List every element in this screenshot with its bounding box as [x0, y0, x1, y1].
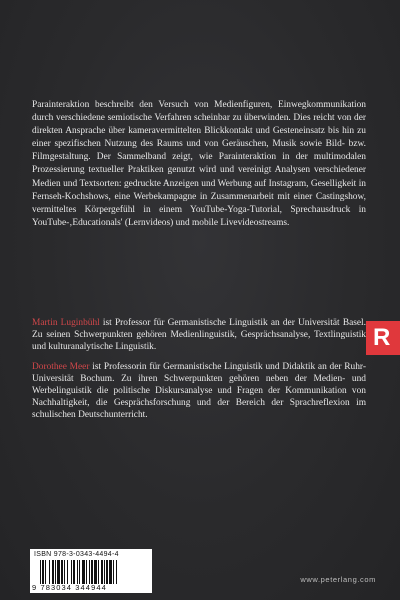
author-bio-2 — [32, 362, 366, 421]
author-bio-1 — [32, 318, 366, 353]
barcode-bars — [40, 560, 148, 584]
barcode-bar — [57, 560, 60, 584]
barcode-bar — [109, 560, 112, 584]
barcode-bar — [86, 560, 87, 584]
barcode-bar — [104, 560, 105, 584]
barcode-bar — [82, 560, 85, 584]
barcode-bar — [64, 560, 65, 584]
publisher-logo — [366, 321, 400, 355]
barcode-bar — [67, 560, 68, 584]
barcode-bar — [91, 560, 93, 584]
barcode-bar — [106, 560, 108, 584]
author-bio-text-1: ist Professor für Germanistische Linguistik an der Universität Basel. Zu seinen Schwerpunkten gehören Medienlinguistik, Gesprächsanalyse, Textlinguistik und kulturanalytische Linguistik. — [32, 318, 366, 352]
barcode-bar — [79, 560, 80, 584]
book-description: Parainteraktion beschreibt den Versuch von Medienfiguren, Einwegkommunikation durch verschiedene semiotische Verfahren scheinbar zu überwinden. Dies reicht von der direkten Ansprache über kameravermittelten Blickkontakt und Gesteneinsatz bis hin zu einer spezifischen Nutzung des Raums und von Geräuschen, Musik sowie Bild- bzw. Filmgestaltung. Der Sammelband zeigt, wie Parainteraktion in der multimodalen Prozessierung textueller Praktiken genutzt wird und vereinigt Analysen verschiedener Medien und Textsorten: gedruckte Anzeigen und Werbung auf Instagram, Geselligkeit in Fernseh-Kochshows, eine Werbekampagne in Zusammenarbeit mit einer Castingshow, vermitteltes Körpergefühl in einem YouTube-Yoga-Tutorial, Sprechausdruck in YouTube-‚Educationals' (Lernvideos) und mobile Livevideostreams. — [32, 100, 366, 228]
barcode-bar — [42, 560, 44, 584]
barcode-bar — [77, 560, 78, 584]
publisher-logo-letter: R — [373, 324, 391, 351]
barcode-bar — [52, 560, 54, 584]
barcode-bar — [71, 560, 72, 584]
publisher-website: www.peterlang.com — [300, 575, 376, 584]
barcode-bar — [101, 560, 103, 584]
barcode-digits: 9 783034 344944 — [32, 583, 107, 592]
barcode-bar — [113, 560, 114, 584]
author-name-1: Martin Luginbühl — [32, 318, 100, 328]
barcode-bar — [73, 560, 75, 584]
isbn-label: ISBN 978-3-0343-4494-4 — [34, 551, 119, 558]
barcode-bar — [40, 560, 41, 584]
barcode-bar — [98, 560, 99, 584]
barcode-bar — [116, 560, 117, 584]
barcode-bar — [55, 560, 56, 584]
author-bios — [32, 318, 366, 430]
author-name-2: Dorothee Meer — [32, 362, 90, 373]
barcode-bar — [49, 560, 50, 584]
isbn-barcode — [30, 549, 152, 593]
barcode-bar — [89, 560, 90, 584]
barcode-bar — [45, 560, 46, 584]
barcode-bar — [94, 560, 97, 584]
author-bio-text-2: ist Professorin für Germanistische Linguistik und Didaktik an der Ruhr-Universität Bochum. Zu ihren Schwerpunkten gehören neben der Medien- und Werbelinguistik die politische Diskursanalyse und Fragen der Kommunikation von Nachhaltigkeit, die Gesprächsforschung und der Bereich der Sprachreflexion im schulischen Deutschunterricht. — [32, 362, 366, 420]
barcode-bar — [61, 560, 63, 584]
